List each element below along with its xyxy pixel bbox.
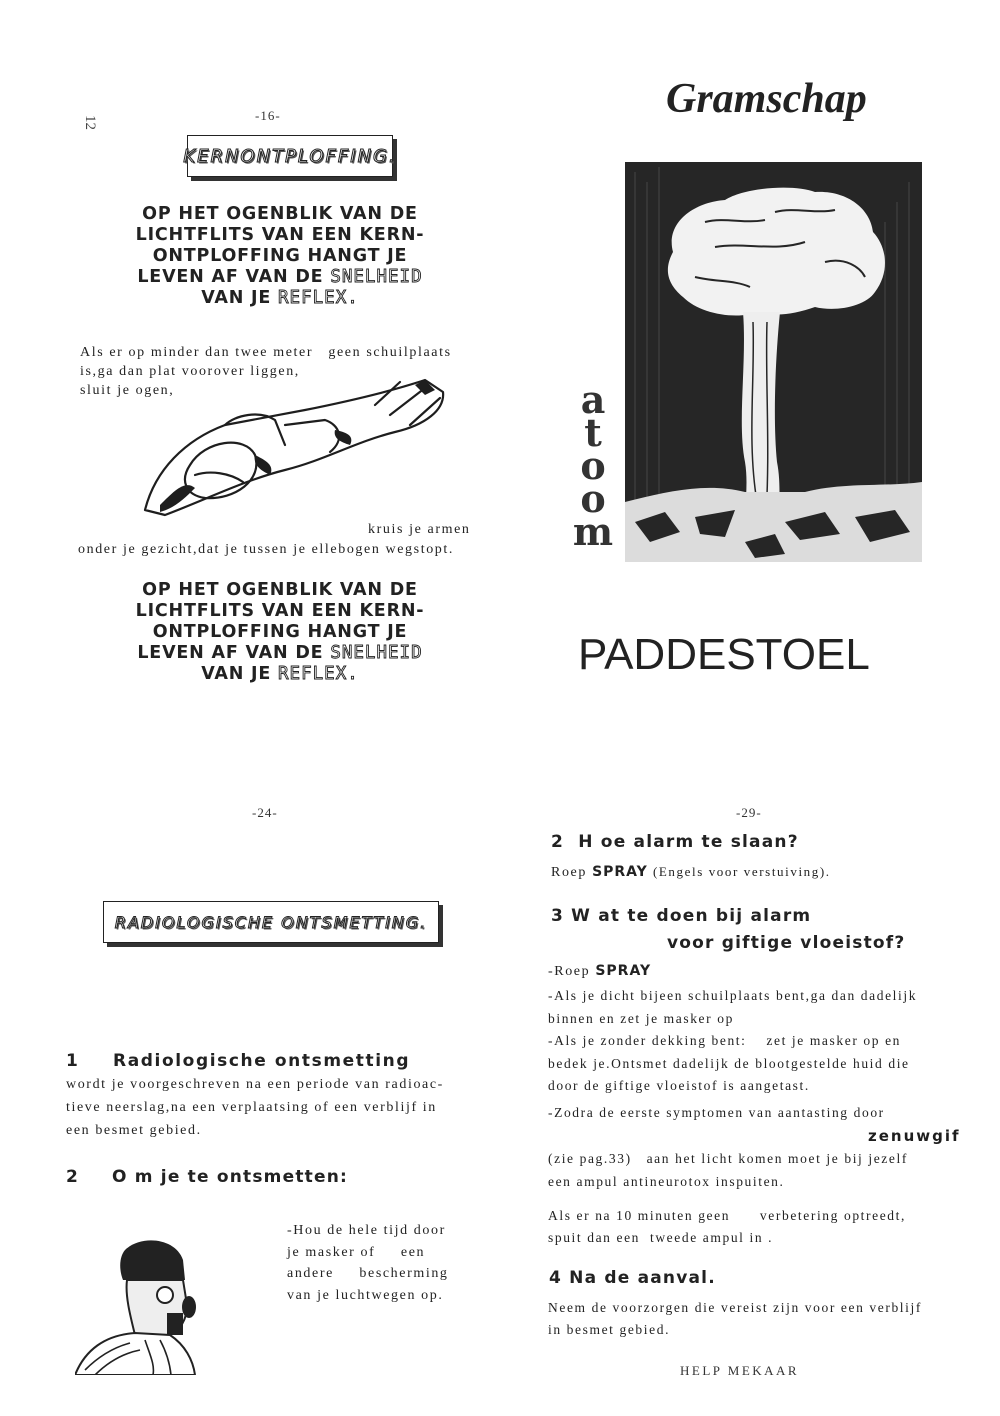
page-number-29: -29- [736,805,762,820]
body-line: je masker of een [287,1244,426,1260]
word-zenuwgif: zenuwgif [868,1127,961,1145]
poster-caption: PADDESTOEL [578,630,870,679]
body-line: spuit dan een tweede ampul in . [548,1230,774,1245]
body-line: binnen en zet je masker op [548,1010,734,1026]
section2-number: 2 [66,1167,80,1187]
instruction-tail-1: kruis je armen [368,522,471,537]
atoom-letter: o [580,476,606,521]
body-line: andere bescherming [287,1266,449,1281]
s3-body [548,985,958,1124]
page-number-24: -24- [252,805,278,820]
roep-text: -Roep [548,964,591,979]
spray-word: SPRAY [595,963,652,979]
spray-word: SPRAY [592,864,648,880]
warning-block-bottom [95,580,465,685]
s3-heading-line2: voor giftige vloeistof? [667,933,906,953]
atoom-letter: o [580,443,606,488]
section2-heading: O m je te ontsmetten: [112,1167,349,1187]
body-line: (zie pag.33) aan het licht komen moet je bij jezelf [548,1151,908,1166]
vertical-word-atoom [563,377,623,554]
s3-roep [548,960,651,983]
atoom-letter: m [572,509,614,554]
warning-line [95,664,465,685]
warning-line: ONTPLOFFING HANGT JE [152,246,408,266]
margin-page-number: 12 [82,115,98,130]
body-line: Neem de voorzorgen die vereist zijn voor een verblijf [548,1300,922,1315]
body-line: een besmet gebied. [66,1123,202,1138]
s4-body [548,1297,958,1341]
instruction-line: is,ga dan plat voorover liggen, [80,364,300,379]
body-line: -Als je dicht bijeen schuilplaats bent,ga dan dadelijk [548,988,918,1003]
warning-line-text: VAN JE [201,664,272,684]
s2-heading: 2 H oe alarm te slaan? [551,832,799,852]
footer-help-mekaar: HELP MEKAAR [680,1363,800,1378]
warning-line: ONTPLOFFING HANGT JE [152,622,408,642]
word-reflex: REFLEX. [278,664,359,684]
warning-line [95,267,465,288]
body-line: -Hou de hele tijd door [287,1223,446,1238]
title-radiologische-ontsmetting: RADIOLOGISCHE ONTSMETTING. [114,912,428,932]
word-snelheid: SNELHEID [330,643,423,663]
s2-body [551,860,831,884]
title-kernontploffing: KERNONTPLOFFING. [183,145,397,167]
atoom-letter: a [580,377,606,422]
warning-line [95,643,465,664]
lying-figure-illustration [125,370,455,520]
title-box-radiologische [103,901,439,943]
body-line: -Zodra de eerste symptomen van aantasting door [548,1104,885,1120]
roep-text: Roep [551,865,587,880]
word-reflex: REFLEX. [278,288,359,308]
body-line: tieve neerslag,na een verplaatsing of een verblijf in [66,1100,437,1115]
body-line: -Als je zonder dekking bent: zet je masker op en [548,1033,902,1048]
instruction-tail-2: onder je gezicht,dat je tussen je ellebogen wegstopt. [78,542,454,557]
warning-line: LICHTFLITS VAN EEN KERN- [135,601,425,621]
poster-title: Gramschap [666,76,867,122]
warning-line-text: LEVEN AF VAN DE [137,643,324,663]
title-box-kernontploffing [183,135,397,177]
body-line: bedek je.Ontsmet dadelijk de blootgestelde huid die [548,1055,910,1071]
instruction-line: Als er op minder dan twee meter geen schuilplaats [80,345,452,360]
spray-explanation: (Engels voor verstuiving). [652,864,831,879]
atoom-letter: t [584,410,602,455]
body-line: in besmet gebied. [548,1322,671,1337]
s4-heading: 4 Na de aanval. [549,1268,716,1288]
warning-line-text: VAN JE [201,288,272,308]
s3-body-2 [548,1148,958,1193]
section1-number: 1 [66,1051,80,1071]
body-line: Als er na 10 minuten geen verbetering optreedt, [548,1208,906,1223]
warning-block-top [95,204,465,309]
gas-mask-soldier-illustration [75,1235,200,1375]
instruction-line: sluit je ogen, [80,383,175,398]
page-number-16: -16- [255,108,281,123]
mushroom-cloud-illustration [625,162,922,627]
section2-body [287,1220,467,1306]
word-snelheid: SNELHEID [330,267,423,287]
body-line: door de giftige vloeistof is aangetast. [548,1078,810,1093]
body-line: van je luchtwegen op. [287,1287,444,1303]
section1-heading: Radiologische ontsmetting [113,1051,411,1071]
warning-line: LICHTFLITS VAN EEN KERN- [135,225,425,245]
warning-line: OP HET OGENBLIK VAN DE [142,204,418,224]
body-line: een ampul antineurotox inspuiten. [548,1173,785,1189]
warning-line-text: LEVEN AF VAN DE [137,267,324,287]
s3-heading-line1: 3 W at te doen bij alarm [551,906,812,926]
body-line: wordt je voorgeschreven na een periode van radioac- [66,1077,444,1092]
s3-body-3 [548,1205,958,1249]
warning-line: OP HET OGENBLIK VAN DE [142,580,418,600]
warning-line [95,288,465,309]
section1-body [66,1073,466,1142]
